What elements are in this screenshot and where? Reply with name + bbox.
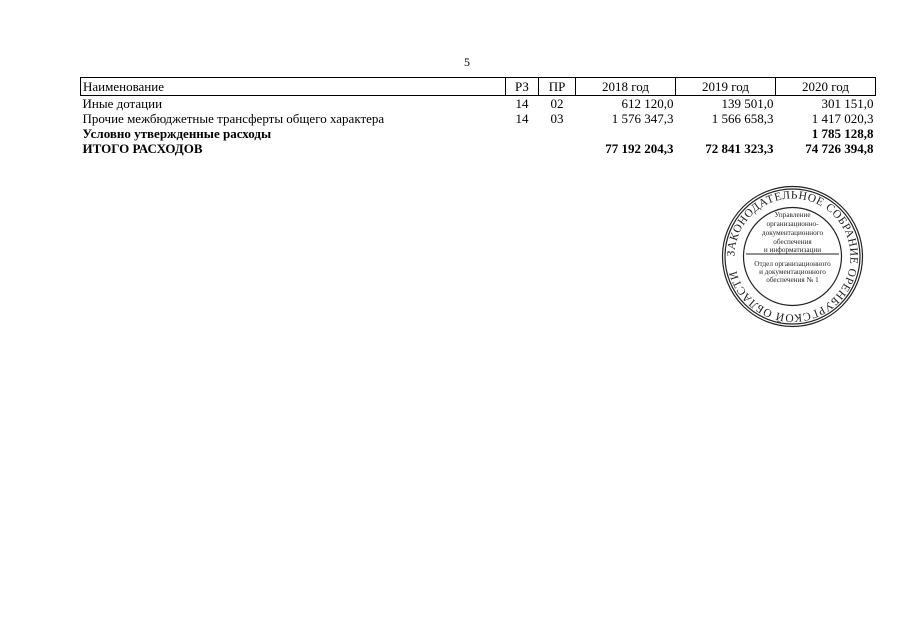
- header-pr: ПР: [539, 78, 576, 96]
- table-row: [81, 96, 876, 112]
- row-rz: 14: [515, 96, 529, 111]
- row-2018: 77 192 204,3: [605, 141, 674, 156]
- page-number: 5: [464, 55, 470, 69]
- header-rz: РЗ: [506, 78, 539, 96]
- stamp-inner-line: документационного: [761, 229, 824, 237]
- row-2019: 139 501,0: [721, 96, 774, 111]
- row-rz: [506, 141, 539, 156]
- row-2018: 612 120,0: [621, 96, 674, 111]
- row-rz: 14: [515, 111, 529, 126]
- row-name: Условно утвержденные расходы: [82, 126, 272, 141]
- stamp-inner-line: обеспечения: [773, 238, 812, 246]
- table-row: [81, 126, 876, 141]
- header-2019: 2019 год: [676, 78, 776, 96]
- stamp-inner-line: Управление: [774, 211, 811, 219]
- stamp-inner-line: обеспечения № 1: [766, 276, 819, 284]
- row-2018: [576, 126, 676, 141]
- row-2018: 1 576 347,3: [611, 111, 674, 126]
- stamp-seal: [720, 184, 865, 329]
- header-2018: 2018 год: [576, 78, 676, 96]
- row-name: ИТОГО РАСХОДОВ: [82, 141, 203, 156]
- table-row: [81, 111, 876, 126]
- row-2019: 72 841 323,3: [705, 141, 774, 156]
- stamp-inner-line: организационно-: [766, 220, 819, 228]
- stamp-inner-line: и документационного: [759, 268, 826, 276]
- row-pr: 02: [550, 96, 564, 111]
- row-pr: [539, 141, 576, 156]
- stamp-ring-text: ЗАКОНОДАТЕЛЬНОЕ СОБРАНИЕ ОРЕНБУРГСКОЙ ОБЛАСТИ: [725, 189, 860, 324]
- row-2020: 1 417 020,3: [811, 111, 874, 126]
- header-2020: 2020 год: [776, 78, 876, 96]
- row-2020: 1 785 128,8: [811, 126, 874, 141]
- stamp-inner-text: [754, 211, 831, 284]
- row-2019: [676, 126, 776, 141]
- row-2020: 301 151,0: [821, 96, 874, 111]
- row-name: Иные дотации: [82, 96, 163, 111]
- row-2020: 74 726 394,8: [805, 141, 874, 156]
- row-2019: 1 566 658,3: [711, 111, 774, 126]
- header-name: Наименование: [81, 78, 506, 96]
- stamp-inner-line: Отдел организационного: [754, 260, 831, 268]
- budget-table: [80, 77, 876, 156]
- row-pr: 03: [550, 111, 564, 126]
- row-rz: [506, 126, 539, 141]
- table-row: [81, 141, 876, 156]
- stamp-inner-line: и информатизации: [763, 246, 822, 254]
- row-name: Прочие межбюджетные трансферты общего характера: [82, 111, 385, 126]
- official-stamp: [720, 184, 865, 329]
- table-header-row: [81, 78, 876, 96]
- row-pr: [539, 126, 576, 141]
